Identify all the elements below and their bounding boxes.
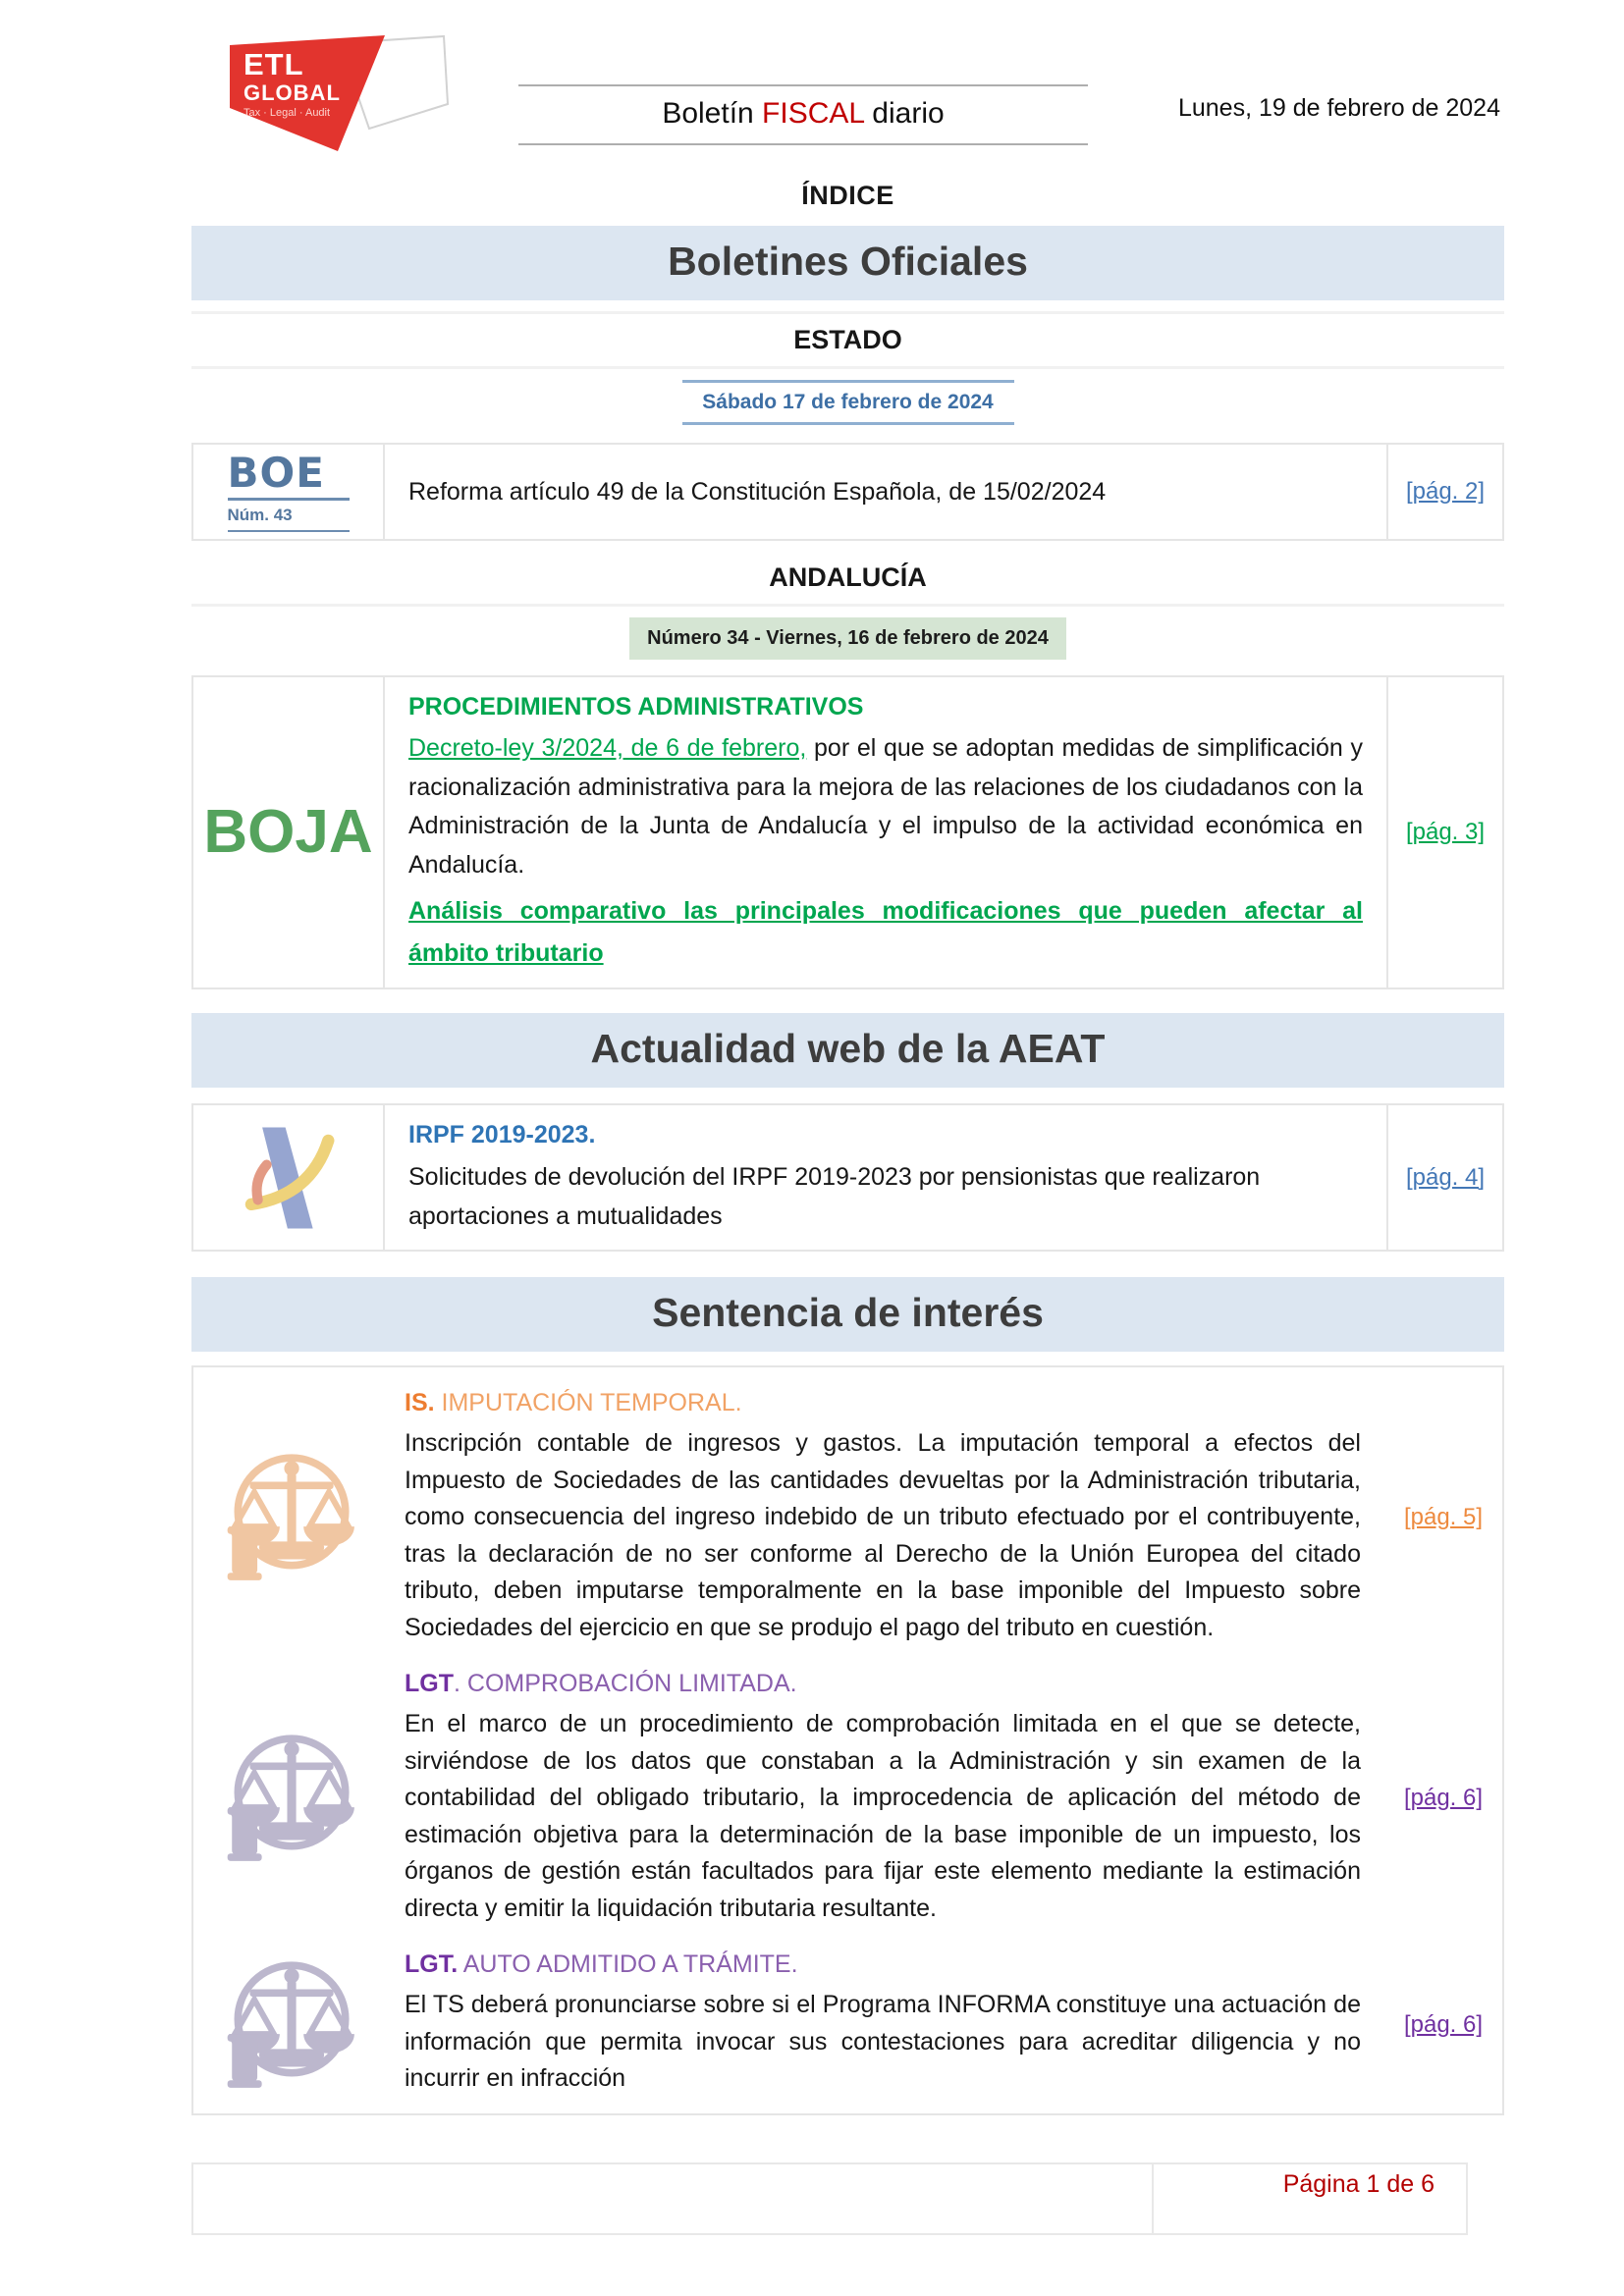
scales-gavel-icon — [193, 1389, 383, 1646]
page-content — [191, 0, 1504, 2235]
andalucia-date-label: Número 34 - Viernes, 16 de febrero de 2024 — [629, 617, 1066, 660]
sentencia-body: En el marco de un procedimiento de comprobación limitada en el que se detecte, sirviéndose de los datos que constaban a la Administración y sin examen de la contabilidad del obligado tributario, la improcedencia de aplicación del método de estimación objetiva para la determinación de la base imponible de un impuesto, los órganos de gestión están facultados para fijar este elemento mediante la estimación directa y emitir la liquidación tributaria resultante. — [405, 1710, 1361, 1922]
sentencia-tag: LGT — [405, 1670, 454, 1697]
sentencia-subtitle: . COMPROBACIÓN LIMITADA. — [454, 1670, 797, 1697]
etl-logo-tagline: Tax · Legal · Audit — [244, 106, 331, 119]
divider — [191, 604, 1504, 607]
boja-logo — [193, 677, 383, 988]
index-heading: ÍNDICE — [801, 181, 894, 210]
boe-logo-number: Núm. 43 — [227, 505, 293, 524]
sentencia-item — [193, 1670, 1502, 1927]
aeat-entry-text — [383, 1105, 1388, 1250]
decreto-ley-link[interactable]: Decreto-ley 3/2024, de 6 de febrero, — [408, 734, 807, 762]
title-post: diario — [863, 97, 945, 130]
sentencia-heading — [405, 1950, 1361, 1979]
boja-page-link[interactable]: [pág. 3] — [1405, 819, 1486, 845]
title-pre: Boletín — [662, 97, 763, 130]
estado-date-label: Sábado 17 de febrero de 2024 — [682, 380, 1014, 425]
divider — [191, 311, 1504, 314]
boe-page-link[interactable]: [pág. 2] — [1405, 478, 1486, 505]
sentencia-item — [193, 1389, 1502, 1646]
etl-logo-global: GLOBAL — [244, 80, 341, 105]
sentencia-subtitle: AUTO ADMITIDO A TRÁMITE. — [458, 1950, 798, 1978]
sentencia-tag: IS. — [405, 1389, 435, 1416]
boja-logo-word: BOJA — [203, 798, 373, 866]
aeat-item-title: IRPF 2019-2023. — [408, 1121, 596, 1148]
analisis-comparativo-link[interactable]: Análisis comparativo las principales modificaciones que pueden afectar al ámbito tributario — [408, 897, 1363, 967]
footer-spacer — [193, 2164, 1154, 2233]
boja-entry-text — [383, 677, 1388, 988]
boe-logo-rule — [228, 498, 350, 501]
band-boletines-oficiales: Boletines Oficiales — [191, 226, 1504, 300]
sentencia-tag: LGT. — [405, 1950, 459, 1978]
scales-gavel-icon — [193, 1950, 383, 2100]
aeat-item-body: Solicitudes de devolución del IRPF 2019-2023 por pensionistas que realizaron aportaciones a mutualidades — [408, 1163, 1261, 1230]
aeat-logo — [193, 1105, 383, 1250]
boja-category: PROCEDIMIENTOS ADMINISTRATIVOS — [408, 693, 864, 721]
sentencia-page-link[interactable]: [pág. 6] — [1403, 2011, 1484, 2038]
boe-logo-rule — [228, 530, 350, 532]
sentencia-subtitle: IMPUTACIÓN TEMPORAL. — [434, 1389, 742, 1416]
boja-body-text: por el que se adoptan medidas de simplificación y racionalización administrativa para la mejora de las relaciones de los ciudadanos con la Administración de la Junta de Andalucía y el impulso de la actividad económica en Andalucía. — [408, 734, 1364, 879]
sentencia-item — [193, 1950, 1502, 2100]
sentencias-box — [191, 1365, 1504, 2115]
sentencia-body: El TS deberá pronunciarse sobre si el Programa INFORMA constituye una actuación de información que permita invocar sus contestaciones para acreditar diligencia y no incurrir en infracción — [405, 1991, 1361, 2092]
boja-paragraph — [408, 729, 1363, 884]
document-date: Lunes, 19 de febrero de 2024 — [1177, 94, 1500, 122]
boe-logo-word: BOE — [227, 448, 325, 497]
sentencia-heading — [405, 1389, 1361, 1417]
andalucia-heading: ANDALUCÍA — [769, 562, 927, 592]
boja-entry-row — [191, 675, 1504, 989]
title-highlight: FISCAL — [762, 97, 864, 130]
scales-gavel-icon — [193, 1670, 383, 1927]
band-sentencia-interes: Sentencia de interés — [191, 1277, 1504, 1352]
estado-heading: ESTADO — [793, 325, 902, 354]
boe-entry-text: Reforma artículo 49 de la Constitución Española, de 15/02/2024 — [383, 445, 1388, 539]
sentencia-page-link[interactable]: [pág. 6] — [1403, 1785, 1484, 1811]
sentencia-page-link[interactable]: [pág. 5] — [1403, 1504, 1484, 1530]
page-indicator: Página 1 de 6 — [1282, 2170, 1435, 2198]
boe-logo — [193, 445, 383, 539]
sentencia-body: Inscripción contable de ingresos y gastos. La imputación temporal a efectos del Impuesto de Sociedades de las cantidades devueltas por la Administración tributaria, como consecuencia del ingreso indebido de un tributo efectuado por el contribuyente, tras la declaración de no ser conforme al Derecho de la Unión Europea del citado tributo, deben imputarse temporalmente en la base imponible del Impuesto sobre Sociedades del ejercicio en que se produjo el pago del tributo en cuestión. — [405, 1429, 1361, 1641]
aeat-entry-row — [191, 1103, 1504, 1252]
boe-entry-row — [191, 443, 1504, 541]
aeat-page-link[interactable]: [pág. 4] — [1405, 1163, 1486, 1191]
sentencia-heading — [405, 1670, 1361, 1698]
divider — [191, 366, 1504, 369]
etl-logo-etl: ETL — [244, 47, 304, 81]
aeat-logo-icon — [234, 1123, 344, 1233]
band-actualidad-aeat: Actualidad web de la AEAT — [191, 1013, 1504, 1088]
page-footer — [191, 2163, 1468, 2235]
